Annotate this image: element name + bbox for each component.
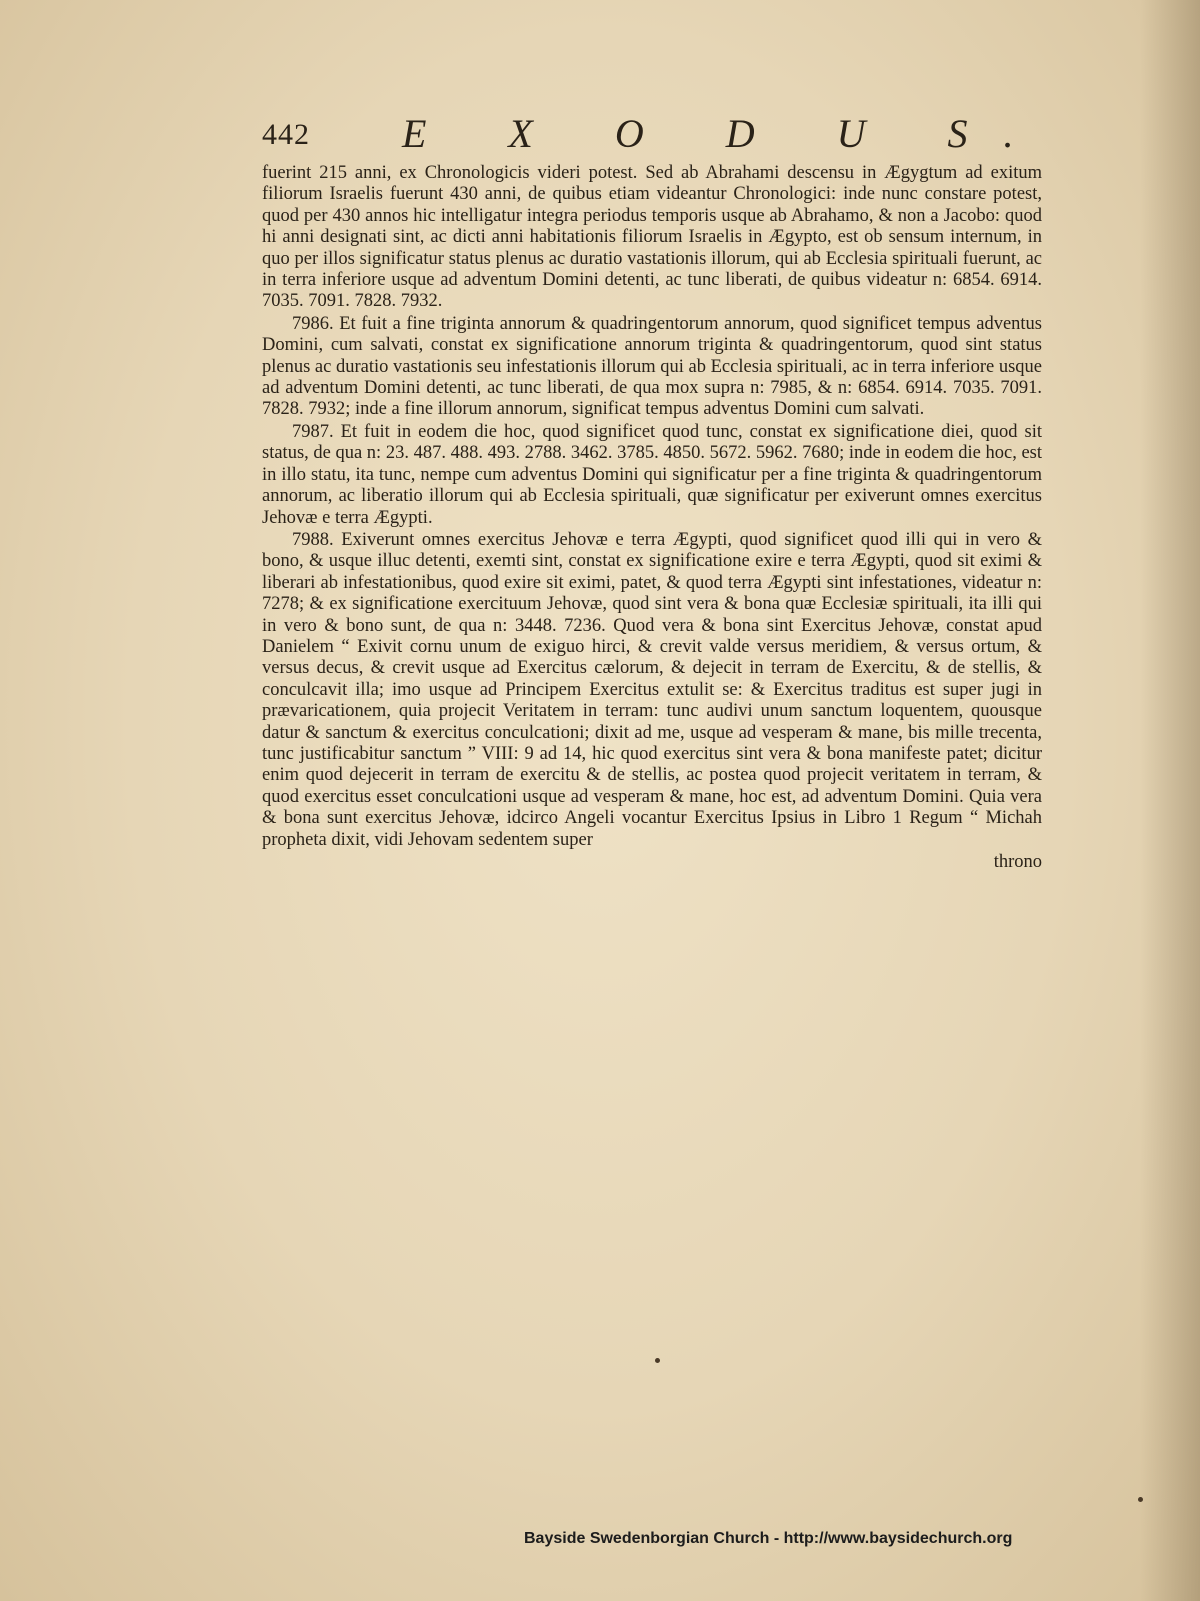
page-body xyxy=(262,163,1042,873)
ink-speck xyxy=(1138,1497,1143,1502)
page-number: 442 xyxy=(262,118,310,151)
paragraph-7988: 7988. Exiverunt omnes exercitus Jehovæ e terra Ægypti, quod significet quod illi qui in vero & bono, & usque illuc detenti, exemti sint, constat ex significatione exire e terra Ægypti, quod sit eximi & liberari ab infestationibus, quod exire sit eximi, patet, & quod terra Ægypti sint infestationes, videatur n: 7278; & ex significatione exercituum Jehovæ, quod sint vera & bona quæ Ecclesiæ spirituali, ita illi qui in vero & bono sunt, de qua n: 3448. 7236. Quod vera & bona sint Exercitus Jehovæ, constat apud Danielem “ Exivit cornu unum de exiguo hirci, & crevit valde versus meridiem, & versus ortum, & versus decus, & crevit usque ad Exercitus cælorum, & dejecit in terram de Exercitu, & de stellis, & conculcavit illa; imo usque ad Principem Exercitus extulit se: & Exercitus traditus est super jugi in prævaricationem, quia projecit Veritatem in terram: tunc audivi unum sanctum loquentem, quousque datur & sanctum & exercitus conculcationi; dixit ad me, usque ad vesperam & mane, bis mille trecenta, tunc justificabitur sanctum ” VIII: 9 ad 14, hic quod exercitus sint vera & bona manifeste patet; dicitur enim quod dejecerit in terram de exercitu & de stellis, ac postea quod projecit veritatem in terram, & quod exercitus esset conculcationi usque ad vesperam & mane, hoc est, ad adventum Domini. Quia vera & bona sunt exercitus Jehovæ, idcirco Angeli vocantur Exercitus Ipsius in Libro 1 Regum “ Michah propheta dixit, vidi Jehovam sedentem super xyxy=(262,529,1042,850)
page-header xyxy=(262,110,1062,160)
paragraph-7987: 7987. Et fuit in eodem die hoc, quod significet quod tunc, constat ex significatione diei, quod sit status, de qua n: 23. 487. 488. 493. 2788. 3462. 3785. 4850. 5672. 5962. 7680; inde in eodem die hoc, est in illo statu, ita tunc, nempe cum adventus Domini qui significatur per a fine triginta & quadringentorum annorum, ac liberatio illorum qui ab Ecclesia spirituali, quæ significatur per exiverunt omnes exercitus Jehovæ e terra Ægypti. xyxy=(262,421,1043,528)
paragraph-continued: fuerint 215 anni, ex Chronologicis videri potest. Sed ab Abrahami descensu in Ægygtum ad exitum filiorum Israelis fuerunt 430 anni, de quibus etiam videantur Chronologici: inde nunc constare potest, quod per 430 annos hic intelligatur integra periodus temporis usque ab Abrahamo, & non a Jacobo: quod hi anni designati sint, ac dicti anni habitationis filiorum Israelis in Ægypto, est ob sensum internum, in quo per illos significatur status plenus ac duratio vastationis illorum, qui ab Ecclesia spirituali fuerunt, ac in terra inferiore usque ad adventum Domini detenti, ac tunc liberati, de quibus videatur n: 6854. 6914. 7035. 7091. 7828. 7932. xyxy=(262,163,1042,312)
ink-speck xyxy=(655,1358,660,1363)
paragraph-7986: 7986. Et fuit a fine triginta annorum & quadringentorum annorum, quod significet tempus adventus Domini, cum salvati, constat ex significatione annorum triginta & quadringentorum, quod sint status plenus ac duratio vastationis seu infestationis illorum qui ab Ecclesia spirituali, ac in terra inferiore usque ad adventum Domini detenti, ac tunc liberati, de qua mox supra n: 7985, & n: 6854. 6914. 7035. 7091. 7828. 7932; inde a fine illorum annorum, significat tempus adventus Domini cum salvati. xyxy=(262,313,1042,420)
footer-credit-text: Bayside Swedenborgian Church - http://www.baysidechurch.org xyxy=(524,1530,1013,1547)
running-title: E X O D U S. xyxy=(402,111,1050,156)
footer-credit xyxy=(524,1530,1094,1548)
catchword: throno xyxy=(993,852,1042,872)
